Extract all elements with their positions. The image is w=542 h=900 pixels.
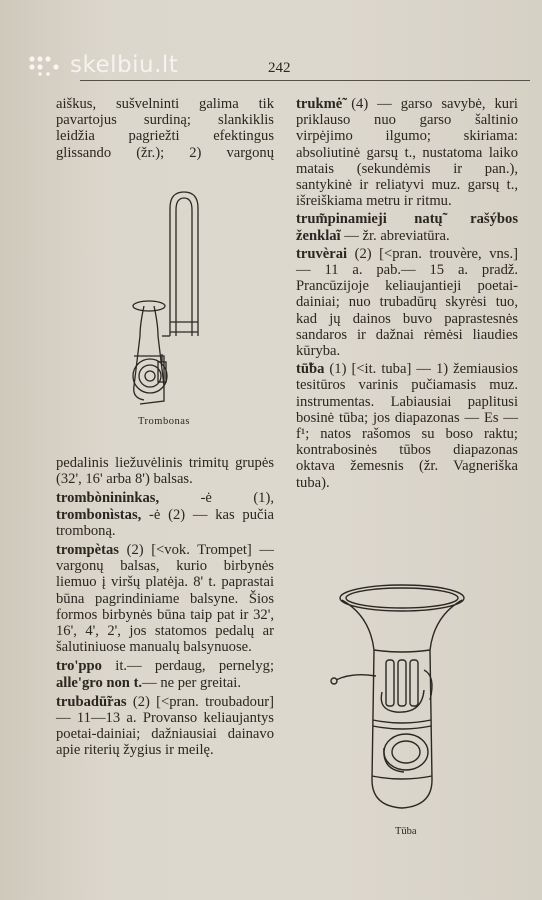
dictionary-entry <box>296 361 518 491</box>
entry-text: (1) [<it. tuba] — 1) žemiausios tesitūros varinis pučiamasis muz. instrumentas. Labiausiai paplitusi bosinė tūba; jos diapazonas — Es — f¹; natos rašomos su boso raktu; kontrabosinės tūbos diapazonas oktava žemesnis (žr. Vagneriška tuba). <box>296 361 518 491</box>
watermark <box>28 48 178 82</box>
right-column-entries <box>296 96 518 491</box>
tuba-caption: Tūba <box>395 826 417 837</box>
trombone-illustration <box>104 186 214 416</box>
dictionary-entry <box>56 694 274 759</box>
entry-text: (4) — garso savybė, kuri priklauso nuo garso šaltinio virpėjimo ilgumo; skiriama: absoliutinė garsų t., nustatoma laiko matais (sekundėmis ir pan.), santykinė ir reliatyvi muz. garsų t., išreiškiama metru ir ritmu. <box>296 96 518 210</box>
entry-headword: tū̃ba <box>296 361 325 378</box>
entry-text: -ė (1), <box>159 490 274 507</box>
dictionary-entry <box>56 490 274 539</box>
entry-text: (2) [<vok. Trompet] — vargonų balsas, kurio birbynės liemuo į viršų platėja. 8' t. paprastai būna pagrindiniame balsyne. Šios formos birbynės būna taip pat ir 32', 16', 4', 2', jos statomos pedalų ar šalutiniuose manualų balsynuose. <box>56 542 274 656</box>
dictionary-entry <box>56 455 274 487</box>
dictionary-entry <box>56 542 274 655</box>
entry-text: -ė (2) — kas pučia tromboną. <box>56 506 274 539</box>
text-line: leidžia pagriežti efektingus <box>56 128 274 145</box>
dictionary-entry <box>296 96 518 209</box>
watermark-dots-icon <box>28 54 62 76</box>
text-line: aiškus, sušvelninti galima tik <box>56 96 274 112</box>
trombone-caption: Trombonas <box>138 416 190 427</box>
entry-headword: trukmė̃ <box>296 96 343 112</box>
left-column-entries <box>56 455 274 759</box>
entry-headword: trombònininkas, <box>56 490 160 507</box>
entry-headword: trum̃pinamieji natų̃ rašýbos ženklaĩ <box>296 211 518 244</box>
dictionary-entry <box>56 658 274 690</box>
tuba-illustration <box>326 580 476 820</box>
header-rule <box>80 80 530 81</box>
entry-headword: alle'gro non t. <box>56 674 143 691</box>
entry-headword: trombonìstas, <box>56 506 142 523</box>
entry-text: (2) [<pran. trouvère, vns.] — 11 a. pab.— 15 a. pradž. Prancūzijoje keliaujantieji poetai-dainiai; nuo trubadūrų skyrėsi tuo, kad jų dainos buvo paprastesnės sandaros ir dažnai rėmėsi liaudies kūryba. <box>296 245 518 360</box>
watermark-text: skelbiu.lt <box>70 52 179 78</box>
entry-text: pedalinis liežuvėlinis trimitų grupės (32', 16' arba 8') balsas. <box>56 455 274 488</box>
text-line: pavartojus surdiną; slankiklis <box>56 112 274 129</box>
entry-headword: truvèrai <box>296 245 348 262</box>
entry-headword: trompètas <box>56 542 119 559</box>
entry-headword: trubadū̃ras <box>56 693 127 710</box>
entry-text: (2) [<pran. troubadour] — 11—13 a. Provanso keliaujantys poetai-dainiai; dažniausiai dainavo apie riterių žygius ir meilę. <box>56 693 274 759</box>
dictionary-entry <box>296 211 518 243</box>
entry-text: — žr. abreviatūra. <box>340 227 450 244</box>
entry-text: it.— perdaug, pernelyg; <box>101 658 274 675</box>
page-number: 242 <box>268 60 291 76</box>
dictionary-entry <box>296 246 518 359</box>
entry-text: — ne per greitai. <box>142 674 241 691</box>
entry-headword: tro'ppo <box>56 658 102 675</box>
text-line: glissando (žr.); 2) vargonų <box>56 144 274 161</box>
left-column-top <box>56 96 274 161</box>
